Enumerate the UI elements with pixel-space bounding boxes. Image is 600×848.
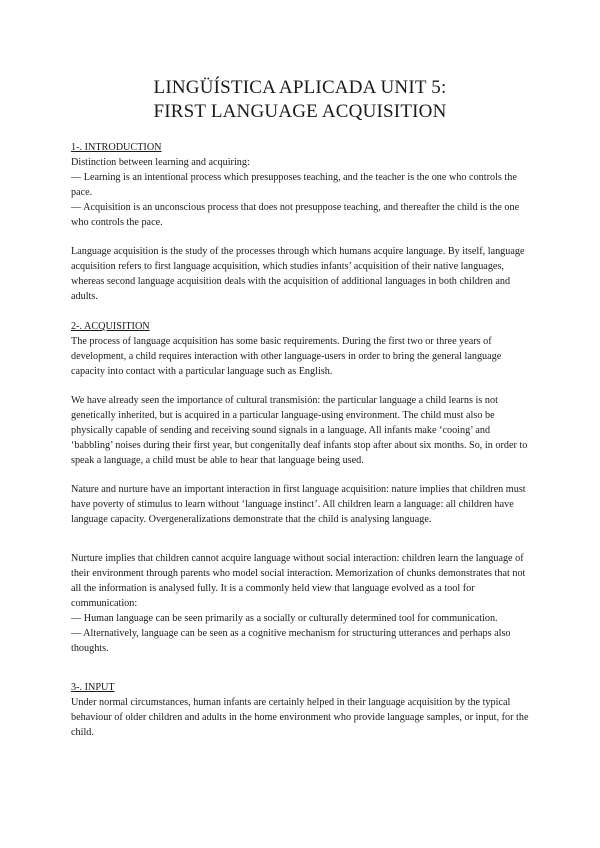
document-body	[71, 140, 529, 740]
acquisition-paragraph-1: The process of language acquisition has some basic requirements. During the first two or three years of development, a child requires interaction with other language-users in order to bring the general language capacity into contact with a particular language such as English.	[71, 336, 502, 377]
section-heading-input: 3-. INPUT	[71, 682, 115, 693]
acquisition-paragraph-4: Nurture implies that children cannot acquire language without social interaction: children learn the language of their environment through parents who model social interaction. Memorization of chunks demonstrates that not all the information is analysed fully. It is a commonly held view that language evolved as a tool for communication:	[71, 553, 526, 609]
acquisition-bullet-cognitive: — Alternatively, language can be seen as a cognitive mechanism for structuring utterances and perhaps also thoughts.	[71, 628, 511, 654]
acquisition-paragraph-2: We have already seen the importance of cultural transmisión: the particular language a child learns is not genetically inherited, but is acquired in a particular language-using environment. The child must also be physically capable of sending and receiving sound signals in a language. All infants make ‘cooing’ and ‘babbling’ noises during their first year, but congenitally deaf infants stop after about six months. So, in order to speak a language, a child must be able to hear that language being used.	[71, 395, 528, 466]
title-line-1: LINGÜÍSTICA APLICADA UNIT 5:	[153, 77, 447, 98]
intro-paragraph: Language acquisition is the study of the processes through which humans acquire language. By itself, language acquisition refers to first language acquisition, which studies infants’ acquisition of their native languages, whereas second language acquisition deals with the acquisition of additional languages in both children and adults.	[71, 246, 525, 302]
section-heading-acquisition: 2-. ACQUISITION	[71, 321, 150, 332]
acquisition-bullet-social: — Human language can be seen primarily as a socially or culturally determined tool for communication.	[71, 613, 498, 624]
intro-lead: Distinction between learning and acquiring:	[71, 157, 250, 168]
section-input	[71, 680, 529, 740]
title-line-2: FIRST LANGUAGE ACQUISITION	[153, 101, 447, 122]
section-introduction	[71, 140, 529, 304]
intro-bullet-learning: — Learning is an intentional process which presupposes teaching, and the teacher is the one who controls the pace.	[71, 172, 517, 198]
section-acquisition	[71, 319, 529, 656]
page-title	[0, 76, 600, 124]
intro-bullet-acquisition: — Acquisition is an unconscious process that does not presuppose teaching, and thereafter the child is the one who controls the pace.	[71, 202, 520, 228]
input-paragraph: Under normal circumstances, human infants are certainly helped in their language acquisition by the typical behaviour of older children and adults in the home environment who provide language samples, or input, for the child.	[71, 697, 529, 738]
acquisition-paragraph-3: Nature and nurture have an important interaction in first language acquisition: nature implies that children must have poverty of stimulus to learn without ‘language instinct’. All children learn a language: all children have language capacity. Overgeneralizations demonstrate that the child is analysing language.	[71, 484, 526, 525]
section-heading-introduction: 1-. INTRODUCTION	[71, 142, 162, 153]
